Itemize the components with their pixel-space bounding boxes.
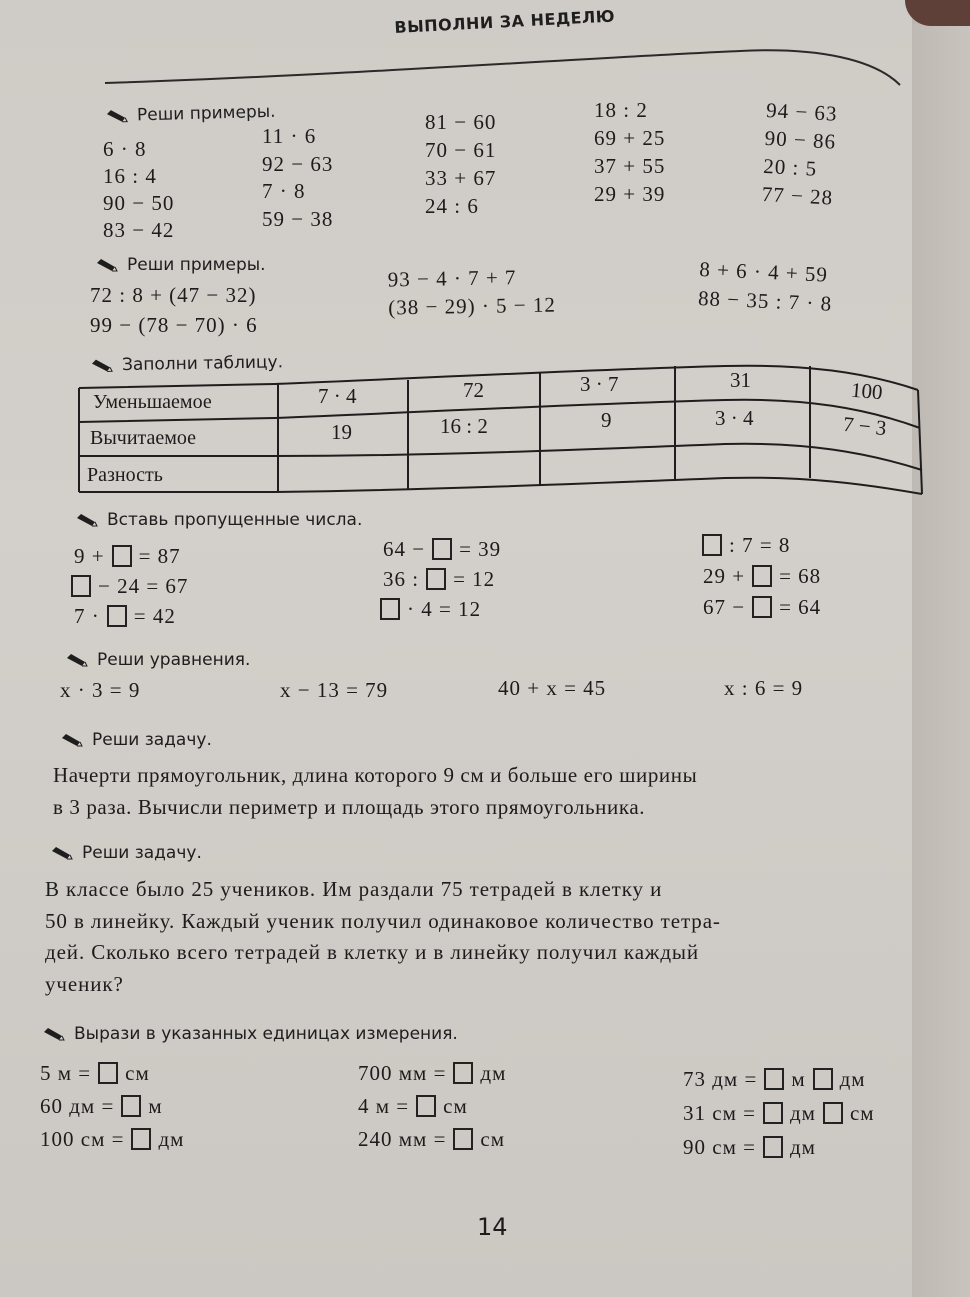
expression: 8 + 6 · 4 + 59 [698, 256, 829, 287]
table-cell: 7 · 4 [318, 384, 357, 408]
page-number: 14 [477, 1213, 508, 1241]
task-title-text: Реши уравнения. [97, 650, 251, 670]
answer-box[interactable] [813, 1068, 833, 1090]
task-title-missing-numbers [75, 510, 362, 530]
example: 33 + 67 [425, 166, 497, 190]
equation-item: 9 + = 87 [74, 544, 181, 568]
answer-box[interactable] [702, 534, 722, 556]
answer-box[interactable] [121, 1095, 141, 1117]
row-label-difference: Разность [87, 464, 163, 486]
unit-item: 90 см = дм [683, 1135, 816, 1159]
answer-box[interactable] [112, 545, 132, 567]
pencil-icon [50, 846, 74, 860]
pencil-icon [65, 653, 89, 667]
task-title-text: Реши примеры. [127, 255, 266, 275]
task-title-text: Реши примеры. [136, 101, 276, 126]
task-title-equations [65, 650, 250, 670]
unit-item: 73 дм = м дм [683, 1067, 866, 1091]
task-title-text: Заполни таблицу. [121, 352, 284, 376]
equation-item: : 7 = 8 [700, 530, 824, 561]
missing-numbers-column-3 [700, 530, 824, 623]
expression: 88 − 35 : 7 · 8 [697, 285, 833, 316]
examples-column-3 [425, 108, 496, 220]
example: 94 − 63 [765, 97, 839, 126]
equation-item: 64 − = 39 [383, 537, 502, 561]
equation-item: 7 · = 42 [74, 604, 176, 628]
example: 83 − 42 [103, 218, 175, 242]
units-column-2 [355, 1057, 509, 1156]
expressions-column-2 [388, 263, 557, 322]
missing-numbers-column-2 [380, 534, 504, 624]
task-title-units [42, 1024, 458, 1044]
task-title-text: Реши задачу. [92, 730, 212, 750]
problem-line: В классе было 25 учеников. Им раздали 75 тетрадей в клетку и [45, 877, 663, 901]
units-column-3 [680, 1062, 878, 1164]
table-cell: 16 : 2 [440, 414, 488, 438]
table-grid [75, 360, 925, 500]
problem-line: 50 в линейку. Каждый ученик получил одинаковое количество тетра- [45, 908, 721, 933]
answer-box[interactable] [98, 1062, 118, 1084]
row-label-subtrahend: Вычитаемое [90, 427, 197, 449]
examples-column-2 [262, 123, 333, 233]
equation: x : 6 = 9 [724, 676, 804, 700]
answer-box[interactable] [432, 538, 452, 560]
table-cell: 31 [730, 368, 751, 392]
example: 20 : 5 [762, 153, 818, 181]
expression: (38 − 29) · 5 − 12 [388, 292, 557, 320]
examples-column-4 [594, 96, 665, 208]
missing-numbers-column-1 [71, 541, 191, 631]
task-title-text: Реши задачу. [82, 843, 202, 863]
next-page-edge [912, 24, 970, 1297]
problem-line: дей. Сколько всего тетрадей в клетку и в линейку получил каждый [45, 940, 700, 964]
pencil-icon [60, 733, 84, 747]
answer-box[interactable] [763, 1136, 783, 1158]
equation: x · 3 = 9 [60, 678, 141, 702]
task-title-problem-1 [60, 730, 212, 750]
equation: x − 13 = 79 [280, 678, 389, 702]
expressions-column-1 [90, 280, 258, 340]
pencil-icon [105, 109, 129, 124]
unit-item: 700 мм = дм [358, 1061, 507, 1085]
table-cell: 3 · 7 [580, 372, 619, 396]
equation-item: − 24 = 67 [71, 571, 191, 601]
equation-item: · 4 = 12 [380, 594, 504, 624]
equation-item: 36 : = 12 [383, 567, 496, 591]
problem-text-1 [53, 760, 697, 823]
expressions-column-3 [697, 255, 834, 319]
example: 70 − 61 [425, 138, 497, 162]
example: 92 − 63 [262, 151, 334, 176]
expression: 93 − 4 · 7 + 7 [387, 265, 517, 292]
unit-item: 240 мм = см [358, 1127, 506, 1151]
equation-item: 67 − = 64 [703, 595, 822, 619]
answer-box[interactable] [426, 568, 446, 590]
answer-box[interactable] [763, 1102, 783, 1124]
table-cell: 9 [601, 408, 612, 432]
problem-line: ученик? [45, 971, 124, 996]
example: 90 − 50 [103, 191, 175, 215]
unit-item: 4 м = см [358, 1094, 468, 1118]
pencil-icon [95, 258, 119, 272]
task-title-problem-2 [50, 843, 202, 863]
example: 77 − 28 [761, 181, 834, 210]
equation-item: 29 + = 68 [703, 564, 822, 588]
pencil-icon [75, 513, 99, 527]
example: 24 : 6 [425, 194, 479, 218]
example: 18 : 2 [594, 98, 648, 122]
example: 81 − 60 [425, 110, 497, 134]
answer-box[interactable] [416, 1095, 436, 1117]
example: 29 + 39 [594, 182, 666, 206]
example: 69 + 25 [594, 126, 666, 150]
header-curve-divider [100, 35, 910, 95]
answer-box[interactable] [752, 596, 772, 618]
task-title-text: Вырази в указанных единицах измерения. [74, 1024, 458, 1044]
problem-text-2 [45, 874, 721, 1000]
example: 7 · 8 [262, 179, 306, 203]
answer-box[interactable] [131, 1128, 151, 1150]
unit-item: 60 дм = м [40, 1094, 163, 1118]
unit-item: 31 см = дм см [683, 1101, 875, 1125]
example: 11 · 6 [262, 124, 317, 148]
row-label-minuend: Уменьшаемое [93, 391, 212, 413]
answer-box[interactable] [764, 1068, 784, 1090]
unit-item: 100 см = дм [40, 1127, 185, 1151]
example: 16 : 4 [103, 164, 157, 188]
fill-table [75, 360, 925, 500]
answer-box[interactable] [107, 605, 127, 627]
equation: 40 + x = 45 [498, 676, 607, 700]
examples-column-5 [761, 96, 838, 212]
answer-box[interactable] [453, 1128, 473, 1150]
task-title-examples-2 [95, 255, 266, 275]
page-header-title: ВЫПОЛНИ ЗА НЕДЕЛЮ [394, 6, 616, 38]
answer-box[interactable] [380, 598, 400, 620]
example: 6 · 8 [103, 137, 147, 161]
background-corner [905, 0, 970, 26]
example: 59 − 38 [262, 206, 334, 231]
answer-box[interactable] [71, 575, 91, 597]
answer-box[interactable] [823, 1102, 843, 1124]
table-cell: 72 [463, 378, 484, 402]
problem-line: Начерти прямоугольник, длина которого 9 см и больше его ширины [53, 763, 698, 787]
table-cell: 19 [331, 420, 352, 444]
table-cell: 7 − 3 [841, 411, 888, 441]
table-cell: 3 · 4 [715, 406, 754, 430]
units-column-1 [37, 1057, 187, 1156]
task-title-text: Вставь пропущенные числа. [107, 510, 363, 530]
unit-item: 5 м = см [40, 1061, 150, 1085]
example: 37 + 55 [594, 154, 666, 178]
examples-column-1 [103, 136, 174, 244]
example: 90 − 86 [764, 125, 837, 154]
answer-box[interactable] [752, 565, 772, 587]
pencil-icon [42, 1027, 66, 1041]
table-cell: 100 [850, 377, 884, 405]
expression: 72 : 8 + (47 − 32) [90, 283, 257, 307]
problem-line: в 3 раза. Вычисли периметр и площадь этого прямоугольника. [53, 794, 646, 819]
answer-box[interactable] [453, 1062, 473, 1084]
expression: 99 − (78 − 70) · 6 [90, 313, 258, 337]
